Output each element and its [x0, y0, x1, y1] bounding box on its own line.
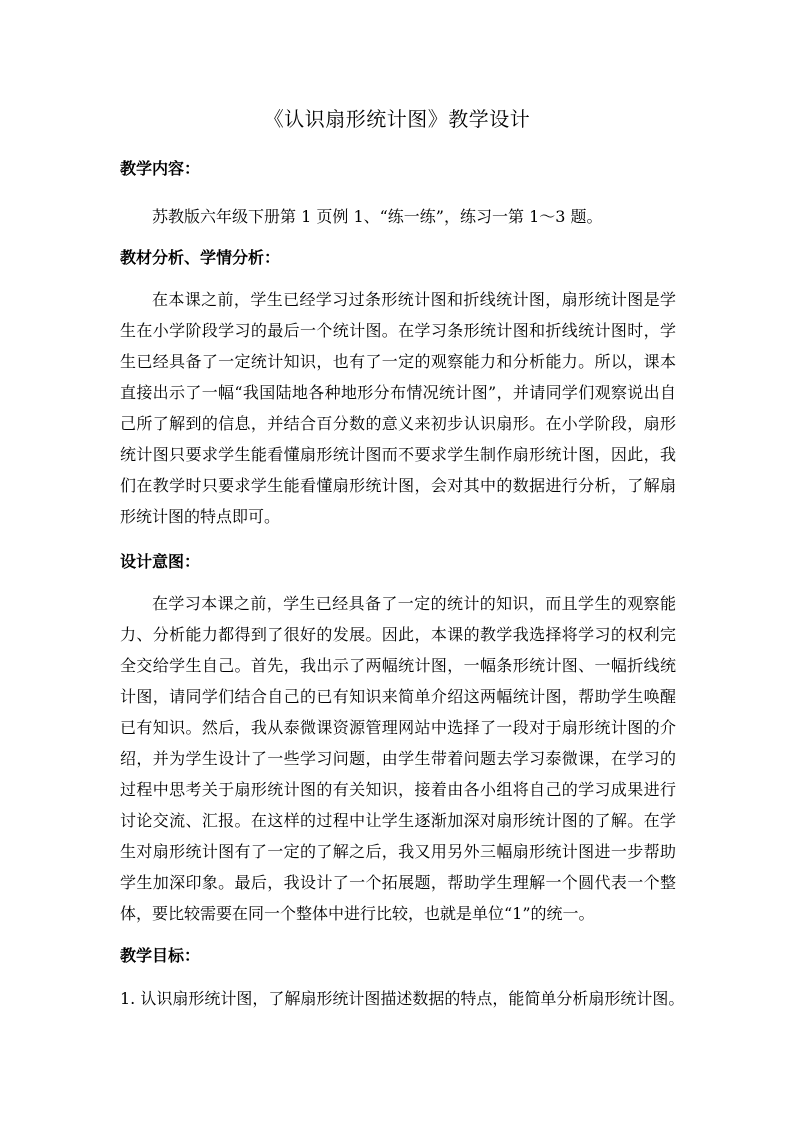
section-paragraph-content: 苏教版六年级下册第 1 页例 1、“练一练”，练习一第 1～3 题。	[152, 207, 603, 226]
objective-list-item: 1. 认识扇形统计图，了解扇形统计图描述数据的特点，能简单分析扇形统计图。	[120, 989, 685, 1008]
section-paragraph-analysis: 在本课之前，学生已经学习过条形统计图和折线统计图，扇形统计图是学生在小学阶段学习的最后一个统计图。在学习条形统计图和折线统计图时，学生已经具备了一定统计知识，也有了一定的观察能力和分析能力。所以，课本直接出示了一幅“我国陆地各种地形分布情况统计图”，并请同学们观察说出自己所了解到的信息，并结合百分数的意义来初步认识扇形。在小学阶段，扇形统计图只要求学生能看懂扇形统计图而不要求学生制作扇形统计图，因此，我们在教学时只要求学生能看懂扇形统计图，会对其中的数据进行分析，了解扇形统计图的特点即可。	[120, 290, 676, 526]
document-title: 《认识扇形统计图》教学设计	[263, 107, 531, 131]
section-heading-objectives: 教学目标：	[120, 946, 201, 965]
section-heading-analysis: 教材分析、学情分析：	[120, 248, 281, 267]
section-heading-design-intent: 设计意图：	[120, 552, 201, 571]
section-heading-content: 教学内容：	[120, 159, 201, 178]
section-paragraph-design-intent: 在学习本课之前，学生已经具备了一定的统计的知识，而且学生的观察能力、分析能力都得到了很好的发展。因此，本课的教学我选择将学习的权利完全交给学生自己。首先，我出示了两幅统计图，一幅条形统计图、一幅折线统计图，请同学们结合自己的已有知识来简单介绍这两幅统计图，帮助学生唤醒已有知识。然后，我从泰微课资源管理网站中选择了一段对于扇形统计图的介绍，并为学生设计了一些学习问题，由学生带着问题去学习泰微课，在学习的过程中思考关于扇形统计图的有关知识，接着由各小组将自己的学习成果进行讨论交流、汇报。在这样的过程中让学生逐渐加深对扇形统计图的了解。在学生对扇形统计图有了一定的了解之后，我又用另外三幅扇形统计图进一步帮助学生加深印象。最后，我设计了一个拓展题，帮助学生理解一个圆代表一个整体，要比较需要在同一个整体中进行比较，也就是单位“1”的统一。	[120, 594, 676, 923]
